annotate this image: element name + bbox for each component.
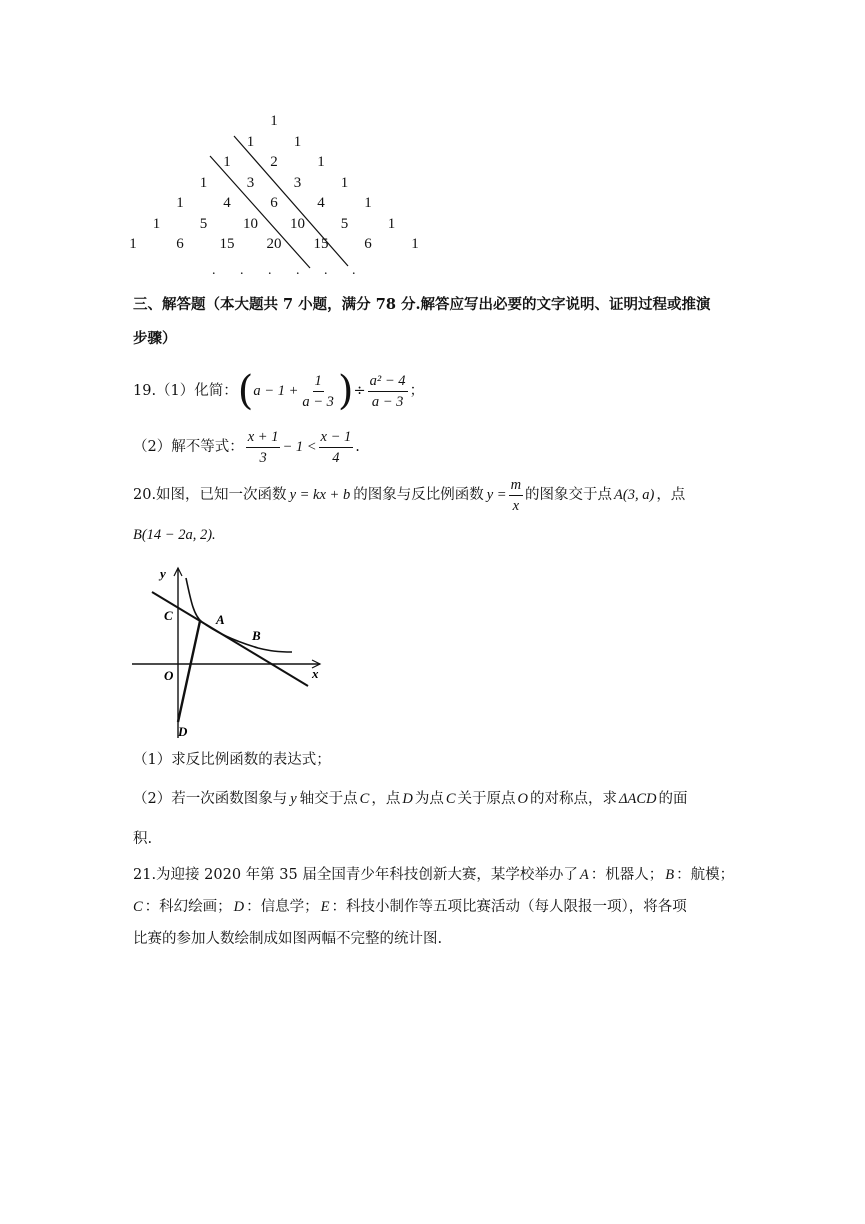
triangle-number: 1 (317, 154, 325, 170)
q19-frac1-den: a − 3 (302, 393, 334, 410)
triangle-number: 10 (290, 215, 305, 232)
triangle-number: 3 (293, 174, 302, 191)
q21-l1-b: ：机器人； (590, 867, 664, 883)
q20-text-c: 的图象交于点 (525, 487, 613, 503)
triangle-number: 6 (364, 236, 372, 252)
q20-p2-o: O (517, 791, 528, 807)
q21-l1-a: 21.为迎接 2020 年第 35 届全国青少年科技创新大赛，某学校举办了 (133, 867, 578, 883)
triangle-number: 4 (317, 195, 325, 211)
triangle-number: 6 (176, 236, 184, 252)
q19-frac1 (300, 371, 336, 412)
q19-p2-mid: − 1 < (282, 439, 317, 455)
q19-part2-prefix: （2）解不等式： (133, 439, 244, 455)
q19-part2 (133, 424, 360, 470)
triangle-number: 1 (364, 195, 372, 211)
inverse-function-curve (186, 578, 292, 652)
triangle-number: 4 (223, 195, 231, 211)
triangle-number: 6 (270, 195, 278, 211)
q20-p2-c2: ，点 (371, 791, 401, 807)
q20-p2-e: 关于原点 (457, 791, 516, 807)
q19-part2-end: . (355, 439, 360, 455)
pascal-triangle-figure (120, 108, 440, 283)
q21-line3: 比赛的参加人数绘制成如图两幅不完整的统计图. (133, 931, 443, 947)
q21-l2-D: D (233, 899, 245, 915)
triangle-number: 15 (313, 236, 329, 252)
q20-frac-num: m (509, 475, 523, 496)
triangle-number: 1 (246, 133, 255, 150)
q20-p2-b: 轴交于点 (299, 791, 358, 807)
triangle-number: 1 (293, 133, 302, 150)
q21-l1-B: B (665, 867, 675, 883)
q20-p2-a: （2）若一次函数图象与 (133, 791, 288, 807)
q20-inverse-lhs: y = (486, 487, 507, 503)
q19-p2-frac2-den: 4 (332, 449, 340, 466)
left-paren: ( (237, 368, 254, 414)
q20-part2 (133, 788, 688, 810)
q21-l2-c: ：科技小制作等五项比赛活动（每人限报一项），将各项 (331, 899, 687, 915)
q20-line1 (133, 472, 685, 518)
q19-part1-end: ； (409, 383, 425, 399)
q19-frac1-num: 1 (313, 371, 324, 392)
q19-p2-frac1-num: x + 1 (246, 427, 281, 448)
label-c: C (164, 608, 173, 623)
triangle-number: 1 (340, 174, 349, 191)
q20-text-d: ，点 (656, 487, 686, 503)
q19-frac2 (368, 371, 408, 412)
triangle-number: 1 (176, 195, 184, 211)
q19-div: ÷ (353, 383, 366, 399)
q20-p2-f: 的对称点，求 (529, 791, 617, 807)
q19-p2-frac1-den: 3 (259, 449, 267, 466)
triangle-number: 1 (129, 236, 137, 252)
triangle-number: 20 (266, 236, 282, 252)
q20-inverse-frac (509, 475, 523, 516)
triangle-number: 5 (340, 215, 349, 232)
q19-p2-frac2 (319, 427, 354, 468)
q19-frac2-den: a − 3 (371, 393, 404, 410)
q21-l1-A: A (579, 867, 589, 883)
triangle-number: 2 (270, 154, 278, 170)
triangle-number: 1 (199, 174, 208, 191)
q20-p2-d2: 为点 (414, 791, 444, 807)
triangle-number: 10 (243, 215, 258, 232)
q20-p2-g: 的面 (658, 791, 688, 807)
q21-l2-a: ：科幻绘画； (144, 899, 232, 915)
q20-frac-den: x (512, 497, 520, 514)
triangle-number: 1 (387, 215, 396, 232)
q20-point-a: A(3, a) (614, 487, 655, 503)
q20-text-a: 20.如图，已知一次函数 (133, 487, 287, 503)
label-a: A (216, 612, 225, 627)
triangle-number: 1 (270, 113, 278, 129)
label-x: x (312, 666, 319, 681)
q21-l2-C: C (133, 899, 143, 915)
right-paren: ) (337, 368, 354, 414)
section-heading-cont: 步骤） (133, 330, 177, 347)
q21-l2-b: ：信息学； (246, 899, 319, 915)
q20-linear-eq: y = kx + b (289, 487, 351, 503)
q19-expr-a: a − 1 + (253, 383, 299, 399)
q21-line1 (133, 864, 734, 886)
q21-l2-E: E (320, 899, 330, 915)
q20-graph (128, 562, 328, 742)
q19-part1 (133, 368, 424, 414)
triangle-number: 1 (152, 215, 161, 232)
q19-p2-frac1 (246, 427, 281, 468)
q20-p2-d: D (402, 791, 413, 807)
triangle-number: 15 (219, 236, 235, 252)
q20-p2-tri: ΔACD (618, 791, 657, 807)
label-o: O (164, 668, 174, 683)
q19-p2-frac2-num: x − 1 (319, 427, 354, 448)
label-d: D (178, 724, 188, 739)
triangle-number: 1 (411, 236, 419, 252)
q19-frac2-num: a² − 4 (368, 371, 408, 392)
triangle-number: 1 (223, 154, 231, 170)
triangle-number: 3 (246, 174, 255, 191)
q19-part1-prefix: 19.（1）化简： (133, 383, 238, 399)
q20-part2-cont: 积. (133, 831, 153, 847)
segment-ad (178, 621, 200, 722)
q21-l1-c: ：航模； (676, 867, 735, 883)
triangle-number: 5 (199, 215, 208, 232)
q20-part1: （1）求反比例函数的表达式； (133, 752, 331, 768)
section-heading: 三、解答题（本大题共 7 小题，满分 78 分.解答应写出必要的文字说明、证明过程或推演 (133, 296, 711, 313)
label-y: y (160, 566, 166, 581)
q20-p2-c: C (359, 791, 370, 807)
triangle-continuation-dots: . . . . . . (212, 263, 356, 278)
q20-text-b: 的图象与反比例函数 (353, 487, 484, 503)
label-b: B (252, 628, 261, 643)
linear-function-line (152, 592, 308, 686)
q20-point-b: B(14 − 2a, 2). (133, 527, 216, 543)
q20-p2-c3: C (445, 791, 456, 807)
q21-line2 (133, 896, 687, 918)
q20-p2-y: y (290, 791, 297, 807)
